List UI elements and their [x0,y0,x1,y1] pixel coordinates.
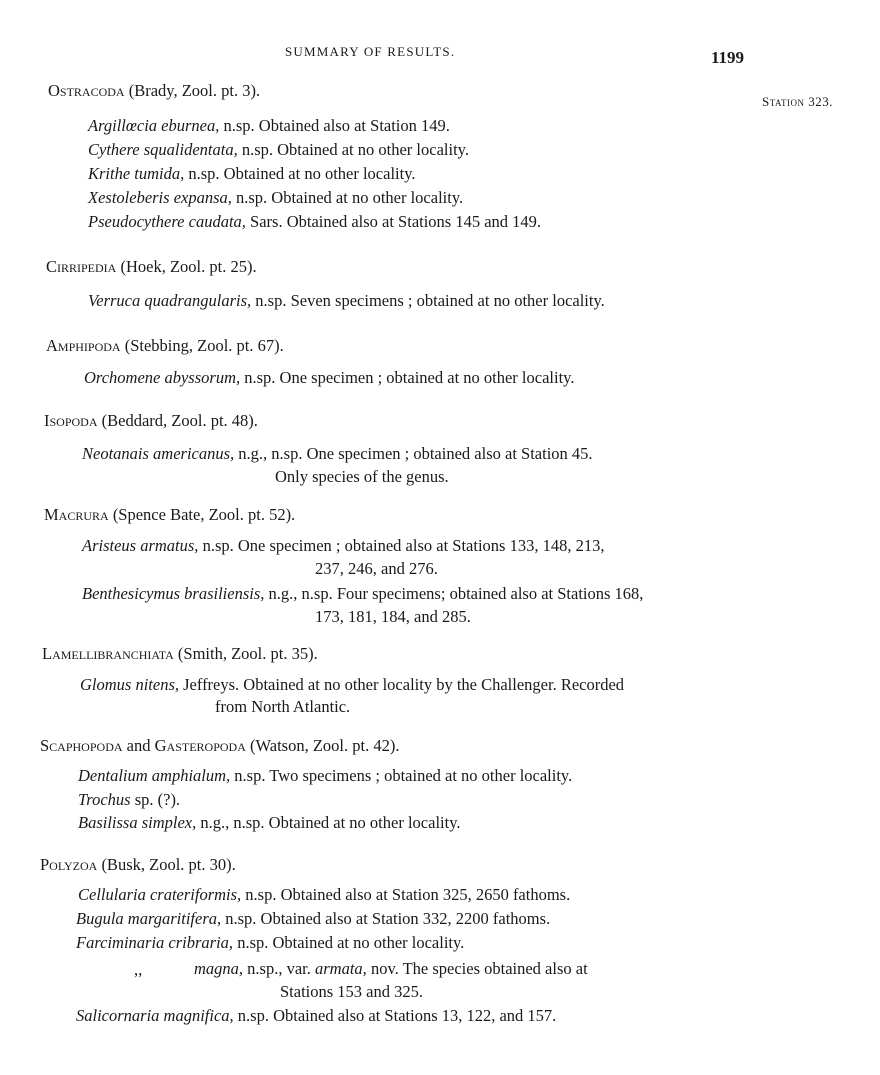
species-entry: Salicornaria magnifica, n.sp. Obtained also at Stations 13, 122, and 157. [76,1006,557,1025]
page-number: 1199 [711,48,745,67]
species-entry: Benthesicymus brasiliensis, n.g., n.sp. Four specimens; obtained also at Stations 168, [82,584,644,603]
species-entry: Cythere squalidentata, n.sp. Obtained at no other locality. [88,140,469,159]
group-heading: Ostracoda (Brady, Zool. pt. 3). [48,81,261,100]
species-entry: Krithe tumida, n.sp. Obtained at no other locality. [88,164,416,183]
species-entry: Farciminaria cribraria, n.sp. Obtained at no other locality. [76,933,465,952]
species-entry-continuation: Stations 153 and 325. [280,982,423,1001]
species-entry: Bugula margaritifera, n.sp. Obtained also at Station 332, 2200 fathoms. [76,909,551,928]
species-entry-continuation: 173, 181, 184, and 285. [315,607,471,626]
running-title: SUMMARY OF RESULTS. [285,44,456,59]
species-entry: Cellularia crateriformis, n.sp. Obtained also at Station 325, 2650 fathoms. [78,885,571,904]
species-entry: Pseudocythere caudata, Sars. Obtained also at Stations 145 and 149. [88,212,542,231]
group-heading: Cirripedia (Hoek, Zool. pt. 25). [46,257,257,276]
group-heading: Amphipoda (Stebbing, Zool. pt. 67). [46,336,284,355]
group-heading: Isopoda (Beddard, Zool. pt. 48). [44,411,258,430]
species-entry: magna, n.sp., var. armata, nov. The species obtained also at [194,959,588,978]
species-entry: Argillœcia eburnea, n.sp. Obtained also at Station 149. [88,116,450,135]
group-heading: Polyzoa (Busk, Zool. pt. 30). [40,855,236,874]
species-entry-continuation: from North Atlantic. [215,697,351,716]
species-entry: Aristeus armatus, n.sp. One specimen ; obtained also at Stations 133, 148, 213, [82,536,605,555]
species-entry: Glomus nitens, Jeffreys. Obtained at no other locality by the Challenger. Recorded [80,675,625,694]
species-entry: Xestoleberis expansa, n.sp. Obtained at no other locality. [88,188,464,207]
species-entry: Orchomene abyssorum, n.sp. One specimen ; obtained at no other locality. [84,368,575,387]
station-label: Station 323. [762,94,834,109]
species-entry-continuation: 237, 246, and 276. [315,559,438,578]
species-entry: Neotanais americanus, n.g., n.sp. One specimen ; obtained also at Station 45. [82,444,593,463]
ditto-mark: ,, [134,960,143,979]
group-heading: Scaphopoda and Gasteropoda (Watson, Zool. pt. 42). [40,736,400,755]
species-entry-continuation: Only species of the genus. [275,467,449,486]
species-entry: Trochus sp. (?). [78,790,181,809]
group-heading: Macrura (Spence Bate, Zool. pt. 52). [44,505,296,524]
species-entry: Verruca quadrangularis, n.sp. Seven specimens ; obtained at no other locality. [88,291,605,310]
group-heading: Lamellibranchiata (Smith, Zool. pt. 35). [42,644,318,663]
species-entry: Basilissa simplex, n.g., n.sp. Obtained at no other locality. [78,813,461,832]
species-entry: Dentalium amphialum, n.sp. Two specimens ; obtained at no other locality. [78,766,573,785]
